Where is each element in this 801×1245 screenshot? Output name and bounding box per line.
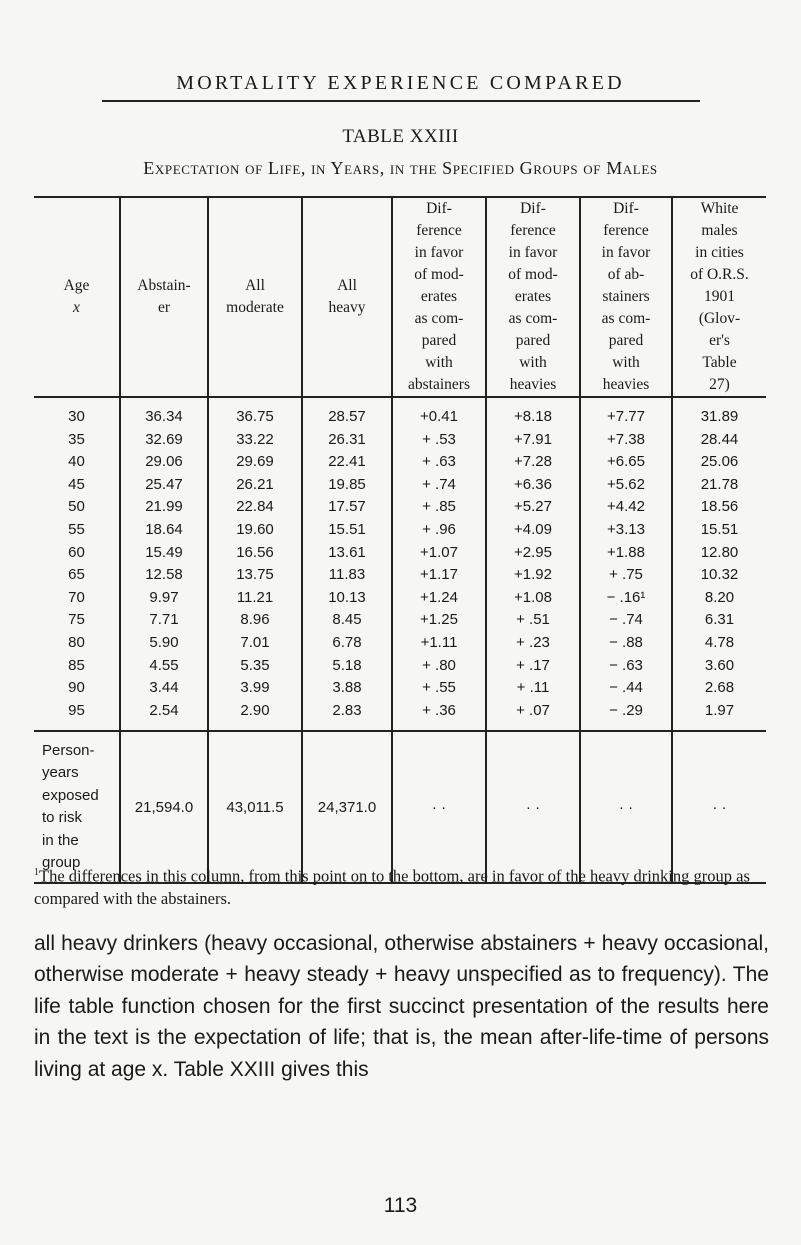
column-header-line: Dif- (613, 200, 639, 217)
column-header-line: with (425, 354, 453, 371)
table-cell: 25.06 (672, 451, 766, 474)
column-header-line: moderate (226, 299, 284, 316)
table-cell: 2.54 (120, 700, 208, 732)
table-cell: 4.78 (672, 632, 766, 655)
table-row (34, 655, 766, 678)
table-cell: +1.08 (486, 587, 580, 610)
table-cell: 29.69 (208, 451, 302, 474)
table-cell: 85 (68, 656, 85, 674)
person-years-label-line: exposed (42, 786, 99, 804)
person-years-label-line: Person- (42, 741, 95, 759)
table-cell: +1.17 (392, 564, 486, 587)
table-cell: 40 (68, 453, 85, 471)
column-header-line: 27) (709, 376, 730, 393)
table-cell: 70 (68, 588, 85, 606)
table-cell: 45 (68, 475, 85, 493)
table-cell: 18.64 (120, 519, 208, 542)
table-cell: 12.58 (120, 564, 208, 587)
table-cell: 28.44 (672, 429, 766, 452)
table-cell: − .88 (580, 632, 672, 655)
person-years-value: 24,371.0 (302, 731, 392, 883)
person-years-label (34, 731, 120, 883)
table-cell: 6.78 (302, 632, 392, 655)
table-cell: 19.85 (302, 474, 392, 497)
table-cell: 30 (68, 408, 85, 425)
table-cell: 13.75 (208, 564, 302, 587)
table-cell: + .36 (392, 700, 486, 732)
footnote (34, 862, 769, 910)
column-header-line: of mod- (414, 266, 464, 283)
column-header-line: Dif- (520, 200, 546, 217)
table-cell: 19.60 (208, 519, 302, 542)
column-header-line: with (612, 354, 640, 371)
table-cell: + .74 (392, 474, 486, 497)
column-header-line: in favor (508, 244, 558, 261)
column-header-line: (Glov- (698, 310, 741, 327)
column-header-line: er (157, 299, 171, 316)
person-years-label-line: years (42, 764, 79, 782)
column-header (580, 197, 672, 397)
table-cell: 26.31 (302, 429, 392, 452)
footnote-marker: 1 (34, 867, 39, 878)
table-cell: + .80 (392, 655, 486, 678)
column-header-line: All (245, 277, 265, 294)
table-cell: 8.20 (672, 587, 766, 610)
table-cell: 16.56 (208, 542, 302, 565)
table-row (34, 474, 766, 497)
column-header-line: stainers (602, 288, 650, 305)
table-cell: 15.49 (120, 542, 208, 565)
table-cell: 22.84 (208, 496, 302, 519)
table-cell: + .96 (392, 519, 486, 542)
table-caption: Expectation of Life, in Years, in the Specified Groups of Males (143, 158, 658, 178)
table-row (34, 429, 766, 452)
table-cell: +1.07 (392, 542, 486, 565)
column-header-line: of mod- (508, 266, 558, 283)
column-header (672, 197, 766, 397)
table-cell: 11.21 (208, 587, 302, 610)
column-header-line: erates (514, 288, 552, 305)
person-years-value: 43,011.5 (208, 731, 302, 883)
column-header-line: heavies (509, 376, 557, 393)
column-header-line: heavies (602, 376, 650, 393)
table-cell: 3.44 (120, 677, 208, 700)
table-header-row (34, 197, 766, 397)
table-cell: +1.92 (486, 564, 580, 587)
table-cell: +7.91 (486, 429, 580, 452)
table-cell: +6.36 (486, 474, 580, 497)
table-cell: − .16¹ (580, 587, 672, 610)
table-cell: 65 (68, 566, 85, 584)
table-row (34, 564, 766, 587)
table-cell: 31.89 (672, 397, 766, 429)
table-cell: +1.88 (580, 542, 672, 565)
table-row (34, 677, 766, 700)
table-cell: 32.69 (120, 429, 208, 452)
table-cell: 36.34 (120, 397, 208, 429)
table-cell: + .63 (392, 451, 486, 474)
table-row (34, 397, 766, 429)
body-paragraph: all heavy drinkers (heavy occasional, otherwise abstainers + heavy occasional, otherwise moderate + heavy steady + heavy unspecified as to frequency). The life table function chosen for the first succinct presentation of the results here in the text is the expectation of life; that is, the mean after-life-time of persons living at age x. Table XXIII gives this (34, 932, 769, 1081)
table-cell: 75 (68, 611, 85, 629)
column-header-line: Abstain- (137, 277, 191, 294)
column-header-line: pared (608, 332, 644, 349)
table-cell: 6.31 (672, 609, 766, 632)
table-cell: 25.47 (120, 474, 208, 497)
table-cell: 7.71 (120, 609, 208, 632)
table-row (34, 700, 766, 732)
table-cell: +6.65 (580, 451, 672, 474)
table-cell: 15.51 (672, 519, 766, 542)
person-years-value: · · (486, 731, 580, 883)
column-header-line: of O.R.S. (690, 266, 749, 283)
column-header-line: All (337, 277, 357, 294)
column-header-line: er's (709, 332, 730, 349)
table-cell: + .75 (580, 564, 672, 587)
table-cell: + .07 (486, 700, 580, 732)
table-cell: 5.18 (302, 655, 392, 678)
column-header-line: ference (416, 222, 462, 239)
table-cell: + .85 (392, 496, 486, 519)
table-cell: 2.90 (208, 700, 302, 732)
table-row (34, 496, 766, 519)
table-cell: + .53 (392, 429, 486, 452)
person-years-value: · · (672, 731, 766, 883)
column-header-line: in favor (414, 244, 464, 261)
column-header-line: as com- (414, 310, 464, 327)
table-cell: 3.99 (208, 677, 302, 700)
column-header-line: pared (515, 332, 551, 349)
column-header (392, 197, 486, 397)
table-cell: − .74 (580, 609, 672, 632)
table-cell: + .17 (486, 655, 580, 678)
life-expectancy-table (34, 196, 766, 884)
column-header-line: males (701, 222, 738, 239)
table-cell: 80 (68, 633, 85, 651)
footnote-text: The differences in this column, from this point on to the bottom, are in favor of the heavy drinking group as compared with the abstainers. (34, 866, 750, 908)
table-cell: +2.95 (486, 542, 580, 565)
table-cell: 22.41 (302, 451, 392, 474)
column-header-line: as com- (601, 310, 651, 327)
column-header-line: in cities (695, 244, 744, 261)
column-header-line: Table (702, 354, 737, 371)
table-cell: +1.24 (392, 587, 486, 610)
table-cell: +5.62 (580, 474, 672, 497)
table-cell: 95 (34, 700, 120, 732)
person-years-row (34, 731, 766, 883)
table-cell: 12.80 (672, 542, 766, 565)
column-header-line: in favor (601, 244, 651, 261)
column-header-line: ference (603, 222, 649, 239)
table-cell: − .63 (580, 655, 672, 678)
table-cell: +1.25 (392, 609, 486, 632)
table-cell: 13.61 (302, 542, 392, 565)
column-header-line: with (519, 354, 547, 371)
column-header-line: heavy (328, 299, 366, 316)
table-cell: + .11 (486, 677, 580, 700)
person-years-value: · · (580, 731, 672, 883)
table-cell: + .55 (392, 677, 486, 700)
column-header-line: x (73, 299, 80, 316)
table-row (34, 632, 766, 655)
table-cell: − .29 (580, 700, 672, 732)
table-cell: 2.68 (672, 677, 766, 700)
running-head: MORTALITY EXPERIENCE COMPARED (176, 72, 625, 94)
table-row (34, 542, 766, 565)
person-years-value: 21,594.0 (120, 731, 208, 883)
column-header (34, 197, 120, 397)
table-cell: +7.77 (580, 397, 672, 429)
table-cell: +4.09 (486, 519, 580, 542)
table-cell: 2.83 (302, 700, 392, 732)
table-cell: +7.28 (486, 451, 580, 474)
table-cell: +3.13 (580, 519, 672, 542)
table-cell: 5.35 (208, 655, 302, 678)
column-header-line: pared (421, 332, 457, 349)
column-header-line: abstainers (408, 376, 470, 393)
table-cell: 10.32 (672, 564, 766, 587)
table-cell: +4.42 (580, 496, 672, 519)
table-cell: 29.06 (120, 451, 208, 474)
table-cell: 26.21 (208, 474, 302, 497)
column-header (486, 197, 580, 397)
column-header (302, 197, 392, 397)
header-rule (102, 100, 700, 102)
table-cell: 18.56 (672, 496, 766, 519)
column-header-line: ference (510, 222, 556, 239)
table-cell: +0.41 (392, 397, 486, 429)
table-cell: 3.60 (672, 655, 766, 678)
table-cell: 50 (68, 498, 85, 516)
table-cell: + .51 (486, 609, 580, 632)
person-years-label-line: to risk (42, 809, 83, 827)
table-cell: 9.97 (120, 587, 208, 610)
table-cell: 5.90 (120, 632, 208, 655)
table-row (34, 587, 766, 610)
table-title: TABLE XXIII (342, 126, 459, 147)
table-row (34, 519, 766, 542)
column-header-line: erates (420, 288, 458, 305)
table-cell: 90 (68, 679, 85, 697)
table-cell: 8.96 (208, 609, 302, 632)
table-cell: +1.11 (392, 632, 486, 655)
table-row (34, 451, 766, 474)
column-header-line: 1901 (704, 288, 735, 305)
table-cell: 1.97 (672, 700, 766, 732)
table-cell: +5.27 (486, 496, 580, 519)
table-cell: 36.75 (208, 397, 302, 429)
column-header-line: as com- (508, 310, 558, 327)
table-cell: +8.18 (486, 397, 580, 429)
table-cell: 15.51 (302, 519, 392, 542)
table-cell: 21.99 (120, 496, 208, 519)
column-header (208, 197, 302, 397)
column-header-line: Age (63, 277, 90, 294)
table-cell: − .44 (580, 677, 672, 700)
table-cell: +7.38 (580, 429, 672, 452)
column-header-line: Dif- (426, 200, 452, 217)
person-years-label-line: in the (42, 831, 79, 849)
page-number: 113 (383, 1194, 418, 1217)
table-cell: 10.13 (302, 587, 392, 610)
person-years-label-line: group (42, 854, 81, 872)
table-cell: 35 (68, 430, 85, 448)
table-cell: 17.57 (302, 496, 392, 519)
column-header-line: of ab- (607, 266, 645, 283)
person-years-value: · · (392, 731, 486, 883)
table-cell: 8.45 (302, 609, 392, 632)
table-cell: 21.78 (672, 474, 766, 497)
table-cell: 3.88 (302, 677, 392, 700)
table-cell: 33.22 (208, 429, 302, 452)
table-cell: + .23 (486, 632, 580, 655)
table-cell: 7.01 (208, 632, 302, 655)
table-body (34, 397, 766, 883)
table-cell: 60 (68, 543, 85, 561)
table-row (34, 609, 766, 632)
table-cell: 11.83 (302, 564, 392, 587)
table-cell: 4.55 (120, 655, 208, 678)
column-header-line: White (700, 200, 739, 217)
column-header (120, 197, 208, 397)
table-cell: 28.57 (302, 397, 392, 429)
table-cell: 55 (68, 520, 85, 538)
